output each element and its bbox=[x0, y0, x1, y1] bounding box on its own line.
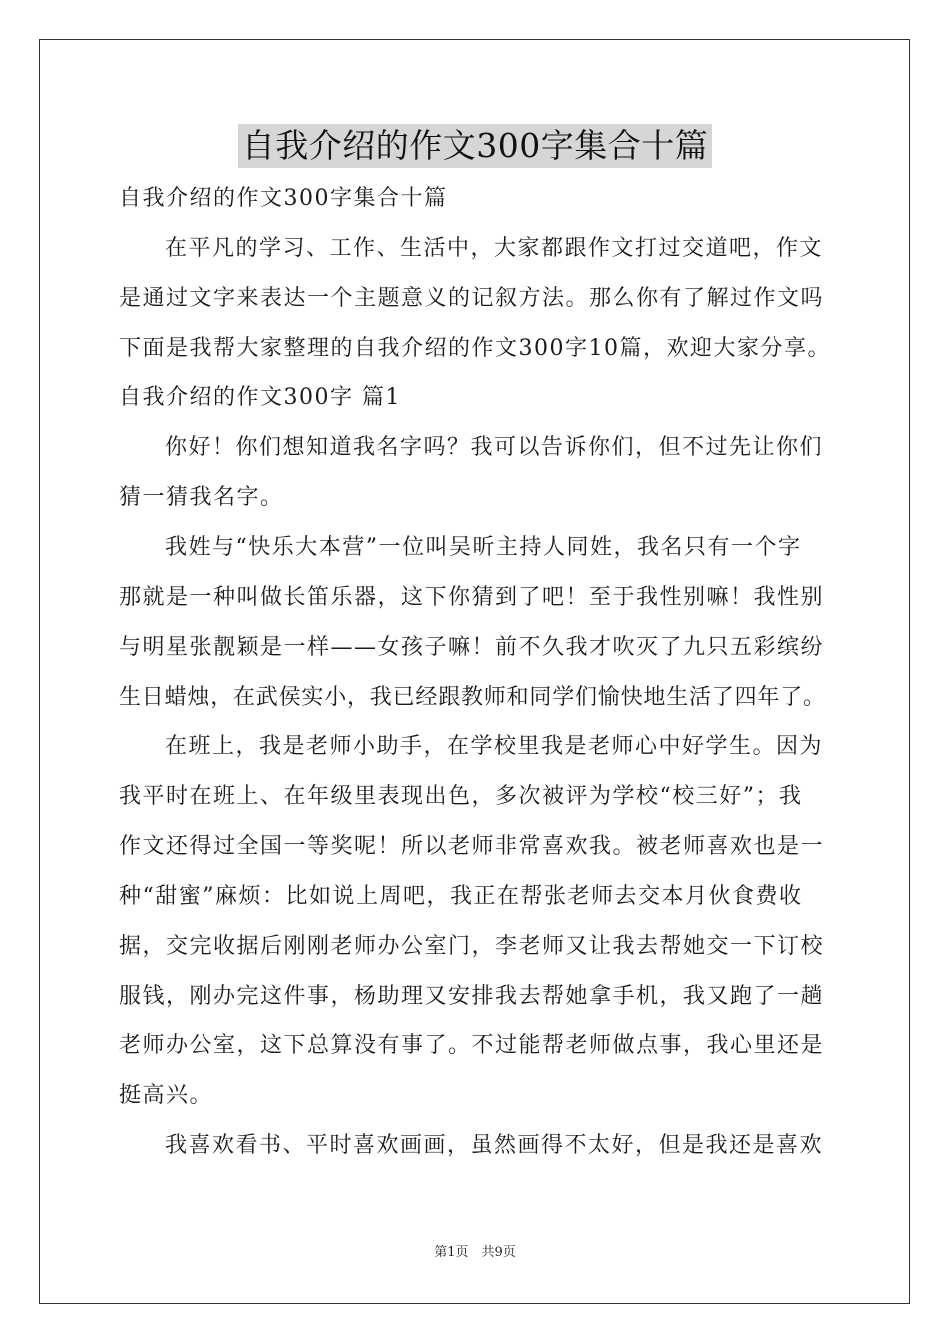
paragraph-line: 老师办公室，这下总算没有事了。不过能帮老师做点事，我心里还是 bbox=[119, 1033, 825, 1058]
page-footer: 第1页 共9页 bbox=[434, 1245, 516, 1260]
paragraph-line: 服钱，刚办完这件事，杨助理又安排我去帮她拿手机，我又跑了一趟 bbox=[119, 984, 825, 1009]
paragraph-line: 猜一猜我名字。 bbox=[119, 485, 284, 510]
title-container bbox=[0, 124, 950, 168]
paragraph-line: 我姓与“快乐大本营”一位叫吴昕主持人同姓，我名只有一个字 bbox=[165, 535, 802, 560]
section-heading: 自我介绍的作文300字 篇1 bbox=[119, 385, 401, 410]
paragraph-line: 下面是我帮大家整理的自我介绍的作文300字10篇，欢迎大家分享。 bbox=[119, 336, 831, 361]
paragraph-line: 我喜欢看书、平时喜欢画画，虽然画得不太好，但是我还是喜欢 bbox=[165, 1133, 824, 1158]
page-border bbox=[39, 39, 910, 1304]
paragraph-line: 生日蜡烛，在武侯实小，我已经跟教师和同学们愉快地生活了四年了。 bbox=[119, 685, 826, 710]
paragraph-line: 我平时在班上、在年级里表现出色，多次被评为学校“校三好”；我 bbox=[119, 784, 803, 809]
paragraph-line: 那就是一种叫做长笛乐器，这下你猜到了吧！至于我性别嘛！我性别 bbox=[119, 585, 825, 610]
paragraph-line: 挺高兴。 bbox=[119, 1083, 214, 1108]
paragraph-line: 据，交完收据后刚刚老师办公室门，李老师又让我去帮她交一下订校 bbox=[119, 934, 825, 959]
paragraph-line: 种“甜蜜”麻烦：比如说上周吧，我正在帮张老师去交本月伙食费收 bbox=[119, 884, 803, 909]
paragraph-line: 在班上，我是老师小助手，在学校里我是老师心中好学生。因为 bbox=[165, 734, 824, 759]
document-title: 自我介绍的作文300字集合十篇 bbox=[238, 124, 713, 168]
paragraph-line: 是通过文字来表达一个主题意义的记叙方法。那么你有了解过作文吗 bbox=[119, 286, 825, 311]
paragraph-line: 在平凡的学习、工作、生活中，大家都跟作文打过交道吧，作文 bbox=[165, 236, 824, 261]
subtitle-line: 自我介绍的作文300字集合十篇 bbox=[119, 186, 448, 211]
paragraph-line: 你好！你们想知道我名字吗？我可以告诉你们，但不过先让你们 bbox=[165, 435, 824, 460]
paragraph-line: 与明星张靓颖是一样——女孩子嘛！前不久我才吹灭了九只五彩缤纷 bbox=[119, 635, 825, 660]
paragraph-line: 作文还得过全国一等奖呢！所以老师非常喜欢我。被老师喜欢也是一 bbox=[119, 834, 825, 859]
